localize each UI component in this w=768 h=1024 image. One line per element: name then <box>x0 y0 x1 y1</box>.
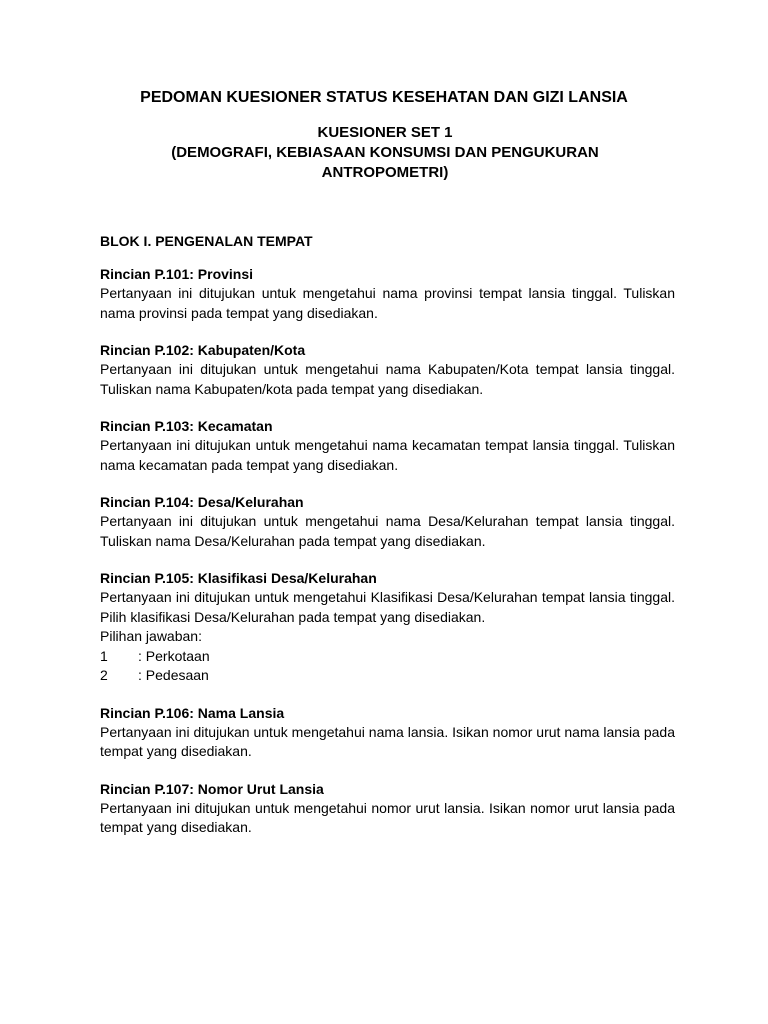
section-p105 <box>100 569 675 686</box>
section-text: Pertanyaan ini ditujukan untuk mengetahui Klasifikasi Desa/Kelurahan tempat lansia tinggal. Pilih klasifikasi Desa/Kelurahan pada tempat yang disediakan. <box>100 589 675 625</box>
section-p101 <box>100 265 675 323</box>
subtitle-line: (DEMOGRAFI, KEBIASAAN KONSUMSI DAN PENGUKURAN <box>171 144 599 161</box>
choices-label: Pilihan jawaban: <box>100 628 202 644</box>
document-subtitle <box>100 123 670 183</box>
section-heading: Rincian P.105: Klasifikasi Desa/Kelurahan <box>100 570 377 586</box>
section-heading: Rincian P.102: Kabupaten/Kota <box>100 342 306 358</box>
section-heading: Rincian P.103: Kecamatan <box>100 418 273 434</box>
section-p102 <box>100 341 675 399</box>
subtitle-line: KUESIONER SET 1 <box>317 124 453 141</box>
section-text: Pertanyaan ini ditujukan untuk mengetahui nama kecamatan tempat lansia tinggal. Tuliskan nama kecamatan pada tempat yang disediakan. <box>100 437 675 473</box>
document-body <box>100 232 675 856</box>
block-heading: BLOK I. PENGENALAN TEMPAT <box>100 233 313 249</box>
section-heading: Rincian P.106: Nama Lansia <box>100 704 285 721</box>
subtitle-line: ANTROPOMETRI) <box>321 164 449 181</box>
section-text: Pertanyaan ini ditujukan untuk mengetahui nama Desa/Kelurahan tempat lansia tinggal. Tuliskan nama Desa/Kelurahan pada tempat yang disediakan. <box>100 513 675 549</box>
choice-label: : Perkotaan <box>138 647 210 664</box>
section-heading: Rincian P.107: Nomor Urut Lansia <box>100 780 324 797</box>
section-text: Pertanyaan ini ditujukan untuk mengetahui nama lansia. Isikan nomor urut nama lansia pada tempat yang disediakan. <box>100 723 675 759</box>
choice-label: : Pedesaan <box>138 667 209 683</box>
document-title: PEDOMAN KUESIONER STATUS KESEHATAN DAN GIZI LANSIA <box>140 89 628 106</box>
choice-number: 1 <box>100 647 108 664</box>
section-heading: Rincian P.104: Desa/Kelurahan <box>100 494 304 510</box>
section-p103 <box>100 417 675 475</box>
section-text: Pertanyaan ini ditujukan untuk mengetahui nomor urut lansia. Isikan nomor urut lansia pada tempat yang disediakan. <box>100 799 675 835</box>
choice-item <box>100 666 675 686</box>
section-p104 <box>100 493 675 551</box>
section-text: Pertanyaan ini ditujukan untuk mengetahui nama Kabupaten/Kota tempat lansia tinggal. Tuliskan nama Kabupaten/kota pada tempat yang disediakan. <box>100 361 675 397</box>
choice-number: 2 <box>100 667 108 683</box>
choice-item <box>100 647 675 667</box>
section-heading: Rincian P.101: Provinsi <box>100 266 254 282</box>
section-text: Pertanyaan ini ditujukan untuk mengetahui nama provinsi tempat lansia tinggal. Tuliskan nama provinsi pada tempat yang disediakan. <box>100 285 675 321</box>
section-p106 <box>100 704 675 762</box>
section-p107 <box>100 780 675 838</box>
